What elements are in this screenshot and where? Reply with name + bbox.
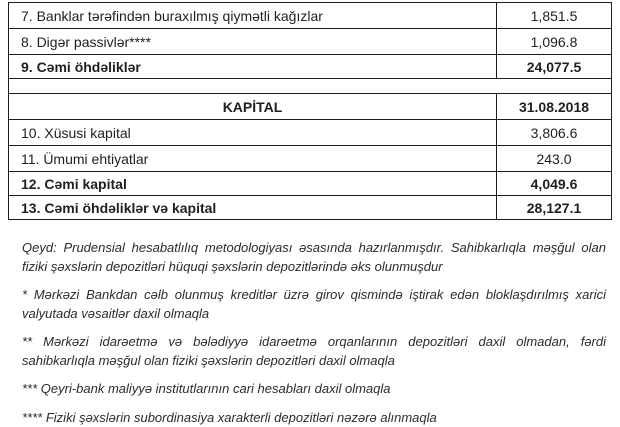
table-header-capital: [9, 94, 612, 120]
footnote-asterisk-2: ** Mərkəzi idarəetmə və bələdiyyə idarəetmə orqanlarının depozitləri daxil olmadan, fərdi sahibkarlıqla məşğul olan fiziki şəxslərin depozitləri daxil olmaqla: [22, 333, 606, 370]
row-label: 7. Banklar tərəfindən buraxılmış qiymətli kağızlar: [9, 3, 497, 29]
table-row-general-reserves: [9, 146, 612, 172]
table-row-total-capital: [9, 172, 612, 196]
row-value: 28,127.1: [497, 196, 612, 220]
capital-section-title: KAPİTAL: [9, 94, 497, 120]
table-row-other-liabilities: [9, 29, 612, 55]
table-spacer-row: [9, 79, 612, 94]
table-row-securities-issued: [9, 3, 612, 29]
table-row-total-liabilities-and-capital: [9, 196, 612, 220]
footnote-asterisk-4: **** Fiziki şəxslərin subordinasiya xarakterli depozitləri nəzərə alınmaqla: [22, 409, 606, 427]
spacer-cell: [9, 79, 612, 94]
row-label: 12. Cəmi kapital: [9, 172, 497, 196]
table-row-total-liabilities: [9, 55, 612, 79]
row-value: 4,049.6: [497, 172, 612, 196]
footnote-asterisk-1: * Mərkəzi Bankdan cəlb olunmuş kreditlər üzrə girov qismində iştirak edən bloklaşdırılmış xarici valyutada vəsaitlər daxil olmaqla: [22, 286, 606, 323]
footnote-asterisk-3: *** Qeyri-bank maliyyə institutlarının cari hesabları daxil olmaqla: [22, 380, 606, 399]
report-date: 31.08.2018: [497, 94, 612, 120]
row-value: 1,096.8: [497, 29, 612, 55]
row-label: 10. Xüsusi kapital: [9, 120, 497, 146]
row-value: 3,806.6: [497, 120, 612, 146]
table-row-own-capital: [9, 120, 612, 146]
row-value: 24,077.5: [497, 55, 612, 79]
balance-sheet-table: [8, 2, 612, 220]
footnote-qeyd: Qeyd: Prudensial hesabatlılıq metodologiyası əsasında hazırlanmışdır. Sahibkarlıqla məşğul olan fiziki şəxslərin depozitləri hüquqi şəxslərin depozitlərində əks olunmuşdur: [22, 239, 606, 276]
footnotes-section: [22, 239, 606, 427]
row-label: 8. Digər passivlər****: [9, 29, 497, 55]
row-value: 243.0: [497, 146, 612, 172]
row-label: 11. Ümumi ehtiyatlar: [9, 146, 497, 172]
row-value: 1,851.5: [497, 3, 612, 29]
row-label: 9. Cəmi öhdəliklər: [9, 55, 497, 79]
row-label: 13. Cəmi öhdəliklər və kapital: [9, 196, 497, 220]
